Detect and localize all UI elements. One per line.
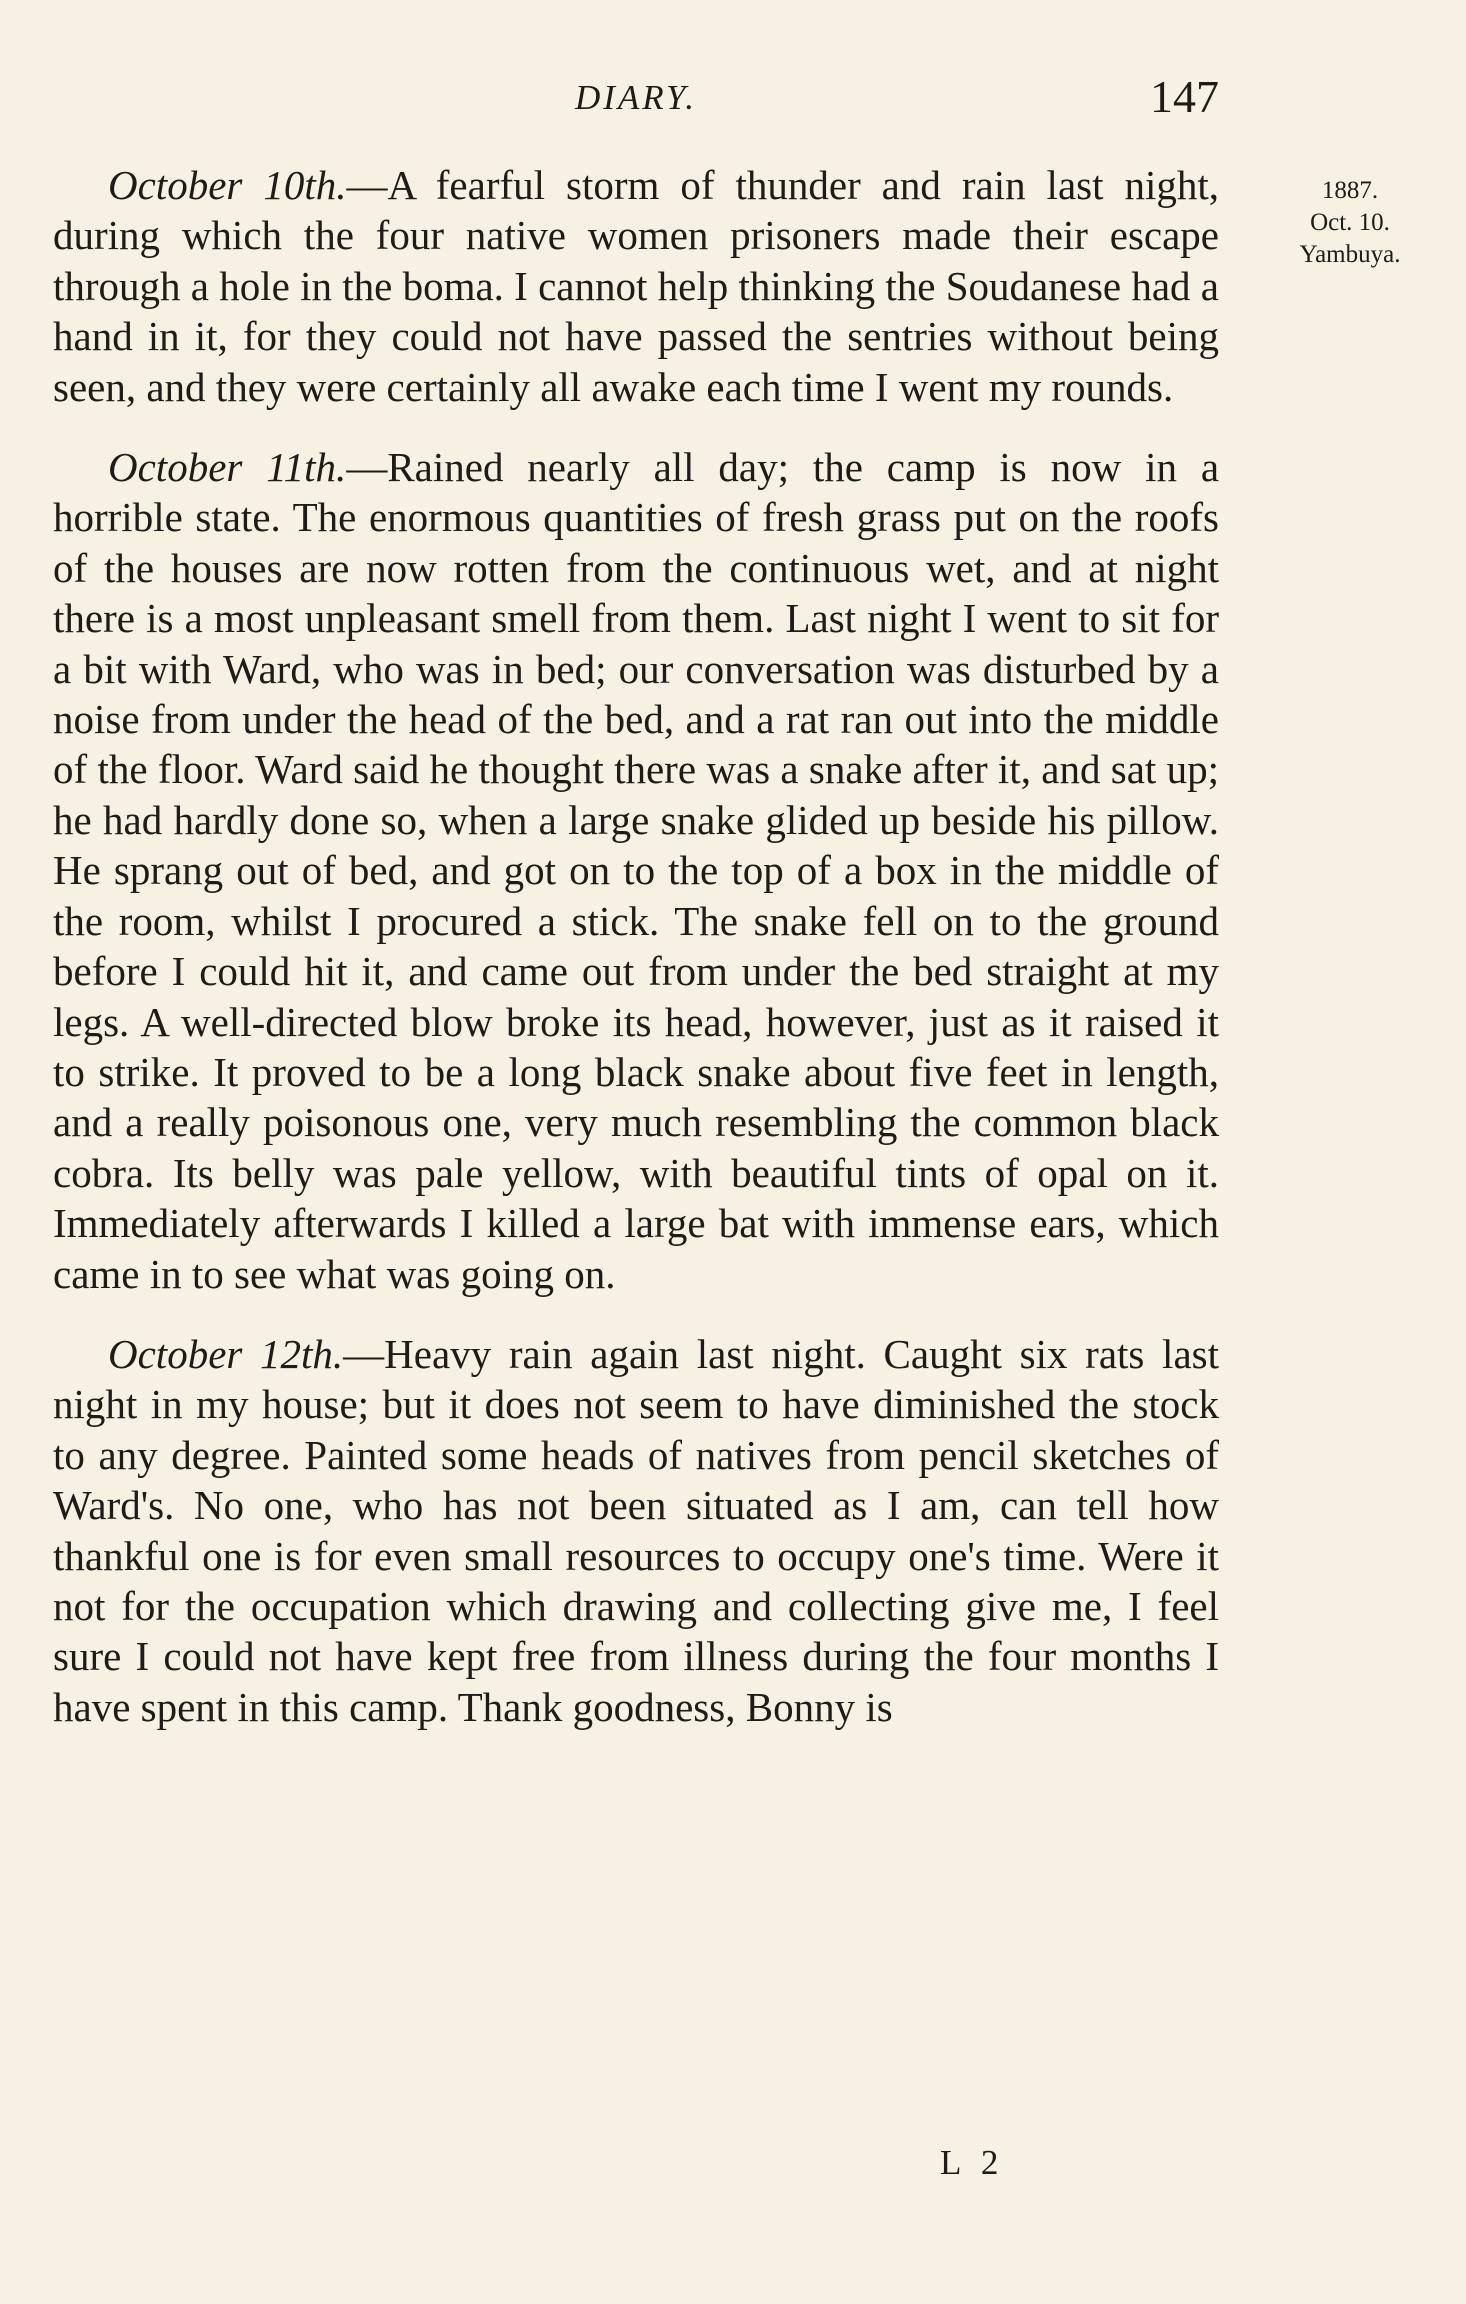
entry-date: October 12th. (108, 1330, 344, 1377)
margin-note (1255, 175, 1445, 271)
margin-note-place: Yambuya. (1299, 241, 1401, 268)
diary-entry-oct-10 (53, 160, 1219, 412)
diary-entry-oct-11 (53, 442, 1219, 1299)
running-title: DIARY. (574, 78, 698, 117)
entry-text: —Heavy rain again last night. Caught six rats last night in my house; but it does not seem to have diminished the stock to any degree. Painted some heads of natives from pencil sketches of Ward's. No one, who has not been situated as I am, can tell how thankful one is for even small resources to occupy one's time. Were it not for the occupation which drawing and collecting give me, I feel sure I could not have kept free from illness during the four months I have spent in this camp. Thank goodness, Bonny is (53, 1330, 1219, 1730)
margin-note-date: Oct. 10. (1310, 209, 1390, 236)
body-text (53, 160, 1219, 1762)
entry-text: —Rained nearly all day; the camp is now in a horrible state. The enormous quantities of fresh grass put on the roofs of the houses are now rotten from the continuous wet, and at night there is a most unpleasant smell from them. Last night I went to sit for a bit with Ward, who was in bed; our conversation was disturbed by a noise from under the head of the bed, and a rat ran out into the middle of the floor. Ward said he thought there was a snake after it, and sat up; he had hardly done so, when a large snake glided up beside his pillow. He sprang out of bed, and got on to the top of a box in the middle of the room, whilst I procured a stick. The snake fell on to the ground before I could hit it, and came out from under the bed straight at my legs. A well-directed blow broke its head, however, just as it raised it to strike. It proved to be a long black snake about five feet in length, and a really poisonous one, very much resembling the common black cobra. Its belly was pale yellow, with beautiful tints of opal on it. Immediately afterwards I killed a large bat with immense ears, which came in to see what was going on. (53, 444, 1220, 1297)
signature-mark: L 2 (940, 2143, 1005, 2182)
margin-note-year: 1887. (1321, 177, 1379, 204)
entry-date: October 11th. (108, 444, 347, 491)
page-number: 147 (1150, 71, 1219, 122)
diary-entry-oct-12 (53, 1329, 1219, 1732)
entry-text: —A fearful storm of thunder and rain last night, during which the four native women prisoners made their escape through a hole in the boma. I cannot help thinking the Soudanese had a hand in it, for they could not have passed the sentries without being seen, and they were certainly all awake each time I went my rounds. (53, 162, 1219, 410)
running-head (53, 70, 1219, 130)
entry-date: October 10th. (108, 162, 347, 208)
